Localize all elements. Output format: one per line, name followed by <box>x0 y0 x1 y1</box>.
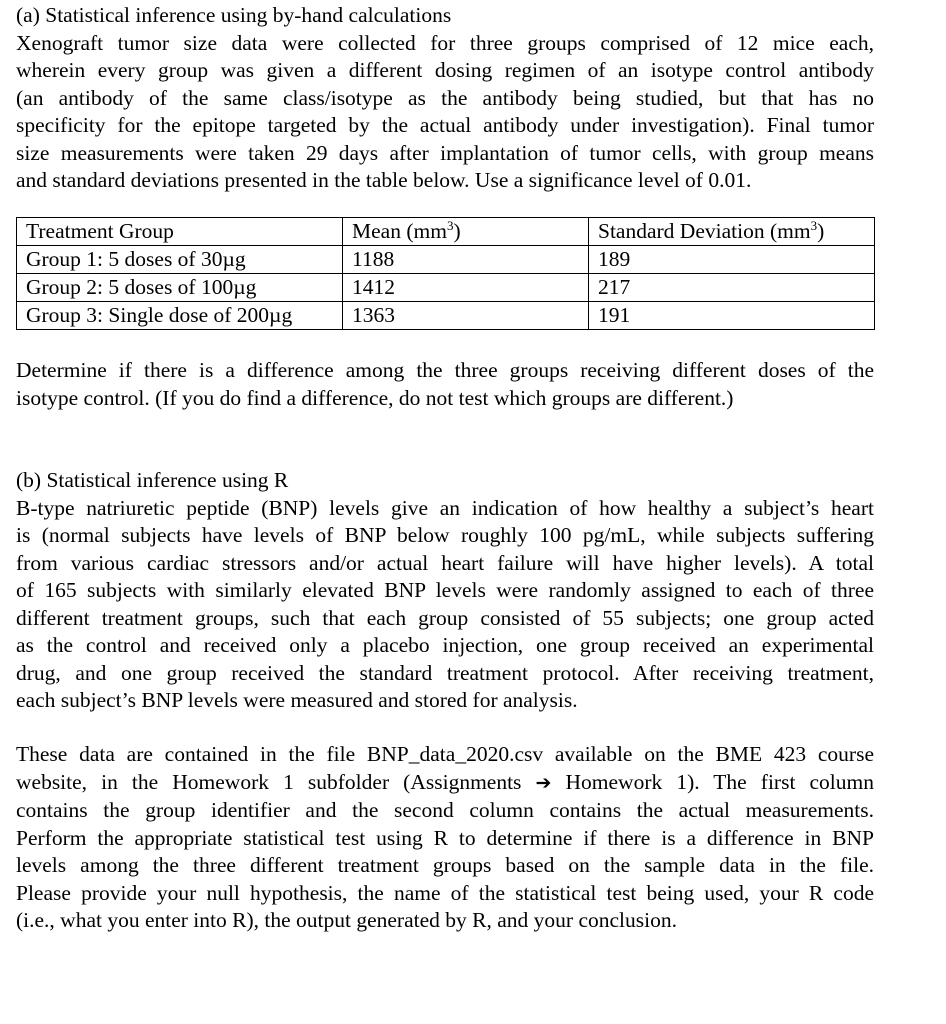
section-b-para-line: levels among the three different treatment groups based on the sample data in the file. <box>16 853 874 877</box>
section-b-para-line <box>16 769 874 798</box>
section-b-para-line: each subject’s BNP levels were measured and stored for analysis. <box>16 688 578 712</box>
section-b-data-paragraph <box>16 741 874 935</box>
cell-mean: 1363 <box>343 302 589 330</box>
section-b-para-line: is (normal subjects have levels of BNP below roughly 100 pg/mL, while subjects suffering <box>16 523 874 547</box>
cell-sd: 189 <box>589 246 875 274</box>
section-a <box>16 2 874 195</box>
cell-mean: 1188 <box>343 246 589 274</box>
cell-sd: 217 <box>589 274 875 302</box>
section-a-intro-line: and standard deviations presented in the table below. Use a significance level of 0.01. <box>16 168 752 192</box>
section-b-para-line: of 165 subjects with similarly elevated BNP levels were randomly assigned to each of three <box>16 578 874 602</box>
section-b-heading: (b) Statistical inference using R <box>16 468 289 492</box>
cell-mean: 1412 <box>343 274 589 302</box>
table-row <box>17 274 875 302</box>
table-row <box>17 302 875 330</box>
question-line: Determine if there is a difference among the three groups receiving different doses of the <box>16 358 874 382</box>
right-arrow-icon: ➔ <box>535 771 552 794</box>
section-a-intro-line: wherein every group was given a different dosing regimen of an isotype control antibody <box>16 58 874 82</box>
cell-sd: 191 <box>589 302 875 330</box>
header-standard-deviation: Standard Deviation $(mm^3)$ <box>589 218 875 246</box>
dose-table <box>16 217 875 330</box>
table-header-row <box>17 218 875 246</box>
line-text: Homework 1). The first column <box>565 769 874 794</box>
header-treatment-group: Treatment Group <box>17 218 343 246</box>
section-a-intro-line: Xenograft tumor size data were collected for three groups comprised of 12 mice each, <box>16 30 874 55</box>
header-mean: Mean $(mm^3)$ <box>343 218 589 246</box>
section-b-para-line: from various cardiac stressors and/or actual heart failure will have higher levels). A total <box>16 550 874 575</box>
section-b-para-line: different treatment groups, such that each group consisted of 55 subjects; one group acted <box>16 605 874 630</box>
section-b-para-line: drug, and one group received the standard treatment protocol. After receiving treatment, <box>16 660 874 685</box>
cell-group: Group 2: 5 doses of 100µg <box>17 274 343 302</box>
question-line: isotype control. (If you do find a difference, do not test which groups are different.) <box>16 385 734 410</box>
section-a-question <box>16 357 874 412</box>
section-a-heading: (a) Statistical inference using by-hand calculations <box>16 3 452 27</box>
section-b-para-line: Please provide your null hypothesis, the name of the statistical test being used, your R code <box>16 880 874 905</box>
cell-group: Group 1: 5 doses of 30µg <box>17 246 343 274</box>
section-a-intro-line: size measurements were taken 29 days after implantation of tumor cells, with group means <box>16 140 874 165</box>
section-b-para-line: as the control and received only a placebo injection, one group received an experimental <box>16 633 874 657</box>
section-a-intro-line: specificity for the epitope targeted by the actual antibody under investigation). Final tumor <box>16 113 874 137</box>
table-row <box>17 246 875 274</box>
section-b-para-line: (i.e., what you enter into R), the output generated by R, and your conclusion. <box>16 908 677 932</box>
section-b-para-line: These data are contained in the file BNP_data_2020.csv available on the BME 423 course <box>16 742 874 766</box>
section-b-para-line: contains the group identifier and the second column contains the actual measurements. <box>16 798 874 822</box>
section-b-para-line: Perform the appropriate statistical test using R to determine if there is a difference in BNP <box>16 825 874 850</box>
cell-group: Group 3: Single dose of 200µg <box>17 302 343 330</box>
section-b <box>16 467 874 715</box>
line-text: website, in the Homework 1 subfolder (Assignments <box>16 769 522 794</box>
section-a-intro-line: (an antibody of the same class/isotype as the antibody being studied, but that has no <box>16 85 874 110</box>
section-b-para-line: B-type natriuretic peptide (BNP) levels give an indication of how healthy a subject’s heart <box>16 495 874 520</box>
